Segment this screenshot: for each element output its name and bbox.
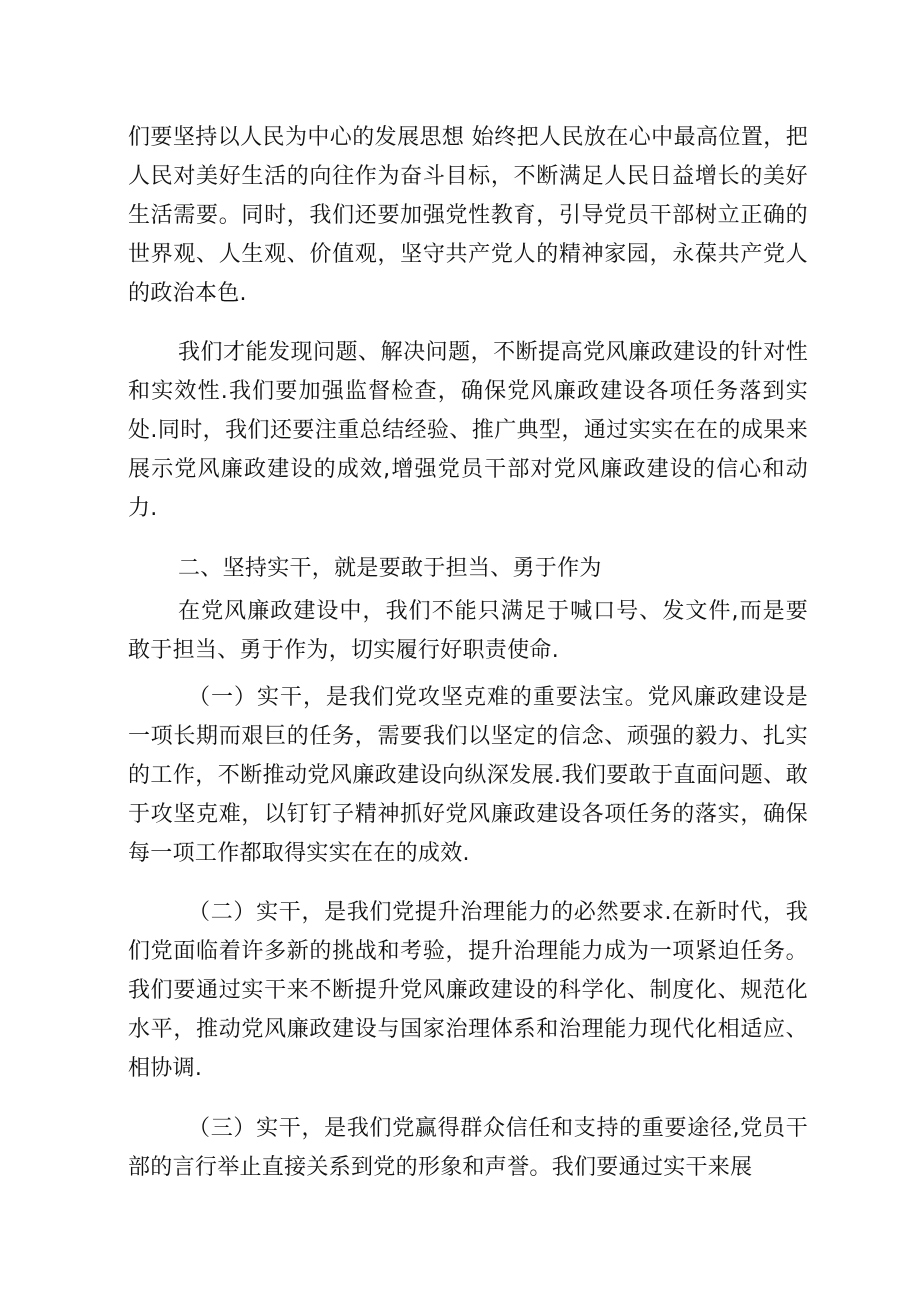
paragraph-intro: 在党风廉政建设中，我们不能只满足于喊口号、发文件,而是要敢于担当、勇于作为，切实履行好职责使命. — [128, 599, 808, 663]
paragraph-supervision: 我们才能发现问题、解决问题，不断提高党风廉政建设的针对性和实效性.我们要加强监督检查，确保党风廉政建设各项任务落到实处.同时，我们还要注重总结经验、推广典型，通过实实在在的成果来展示党风廉政建设的成效,增强党员干部对党风廉政建设的信心和动力. — [128, 340, 808, 521]
paragraph-point-3: （三）实干，是我们党赢得群众信任和支持的重要途径,党员干部的言行举止直接关系到党的形象和声誉。我们要通过实干来展 — [128, 1116, 808, 1180]
paragraph-point-1: （一）实干，是我们党攻坚克难的重要法宝。党风廉政建设是一项长期而艰巨的任务，需要我们以坚定的信念、顽强的毅力、扎实的工作，不断推动党风廉政建设向纵深发展.我们要敢于直面问题、敢于攻坚克难，以钉钉子精神抓好党风廉政建设各项任务的落实，确保每一项工作都取得实实在在的成效. — [128, 685, 808, 866]
paragraph-point-2: （二）实干，是我们党提升治理能力的必然要求.在新时代，我们党面临着许多新的挑战和考验，提升治理能力成为一项紧迫任务。我们要通过实干来不断提升党风廉政建设的科学化、制度化、规范化水平，推动党风廉政建设与国家治理体系和治理能力现代化相适应、相协调. — [128, 900, 808, 1081]
section-heading-2: 二、坚持实干，就是要敢于担当、勇于作为 — [178, 556, 602, 581]
paragraph-continuation: 们要坚持以人民为中心的发展思想 始终把人民放在心中最高位置，把人民对美好生活的向往作为奋斗目标，不断满足人民日益增长的美好生活需要。同时，我们还要加强党性教育，引导党员干部树立正确的世界观、人生观、价值观，坚守共产党人的精神家园，永葆共产党人的政治本色. — [128, 125, 808, 306]
